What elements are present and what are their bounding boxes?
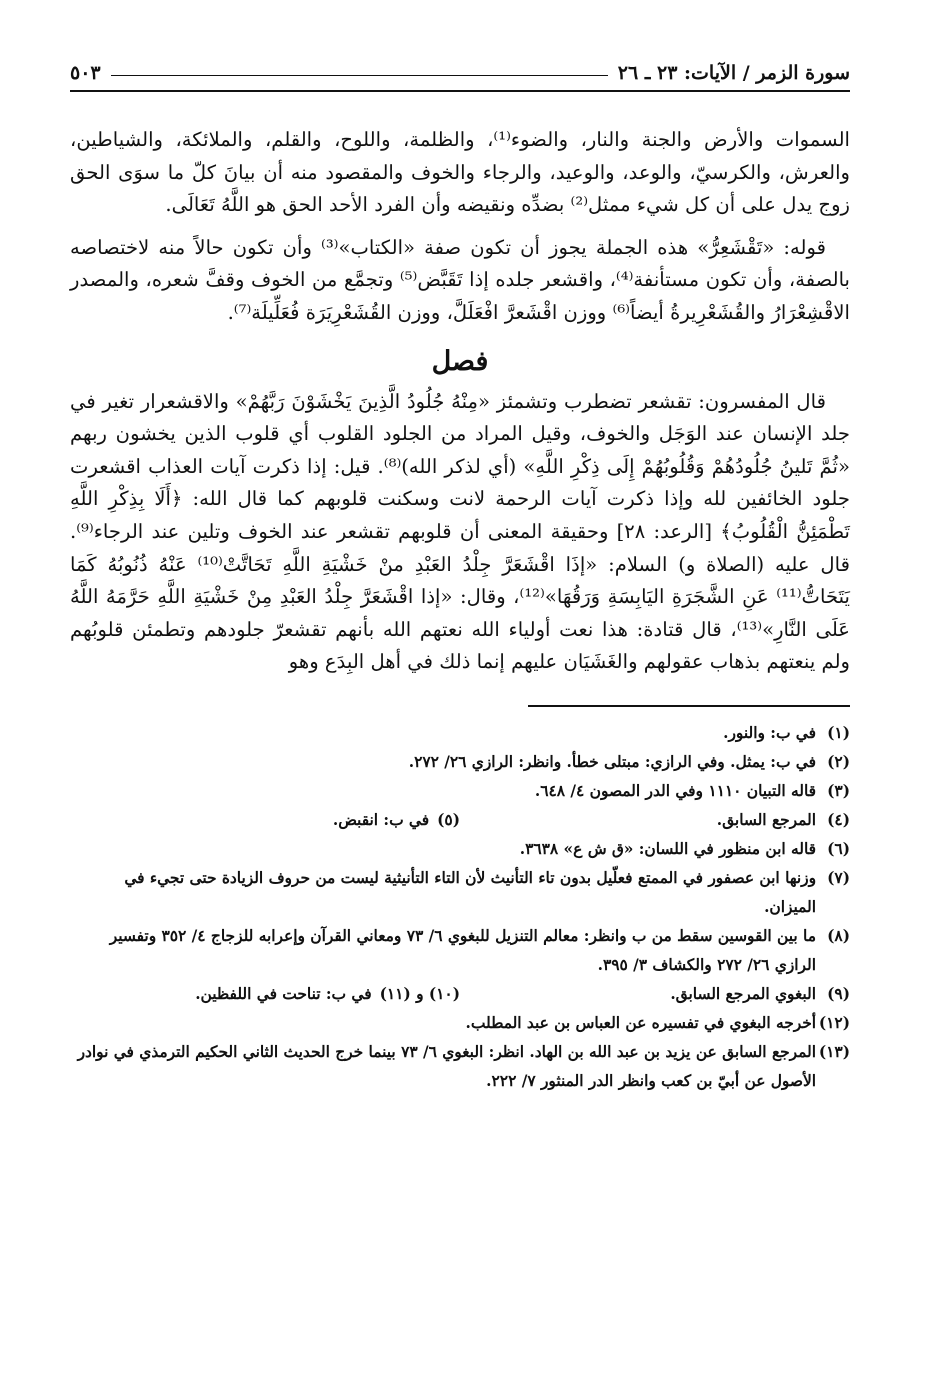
footnote-number: (٣) bbox=[827, 781, 850, 800]
footnote bbox=[70, 980, 460, 1009]
footnote-text: المرجع السابق عن يزيد بن عبد الله بن الهاد. انظر: البغوي ٦/ ٧٣ بينما خرج الحديث الثاني الحكيم الترمذي في نوادر الأصول عن أبيّ بن كعب وانظر الدر المنثور ٧/ ٢٢٢. bbox=[77, 1042, 816, 1090]
footnote bbox=[70, 719, 850, 748]
footnote bbox=[70, 1009, 850, 1038]
footnote-text: أخرجه البغوي في تفسيره عن العباس بن عبد المطلب. bbox=[465, 1013, 816, 1032]
footnote-text: في ب: انقبض. bbox=[332, 810, 430, 829]
footnote-number: (٨) bbox=[827, 926, 850, 945]
footnote-number: (٦) bbox=[827, 839, 850, 858]
footnote bbox=[70, 864, 850, 922]
footnote bbox=[70, 748, 850, 777]
footnotes bbox=[70, 719, 850, 1096]
paragraph-1: السموات والأرض والجنة والنار، والضوء⁽¹⁾، والظلمة، واللوح، والقلم، والملائكة، والشياطين، والعرش، والكرسيّ، والوعد، والوعيد، والرجاء والخوف والمقصود منه أن بيانَ كلّ ما سوَى الحق زوج يدل على أن كل شيء ممثل⁽²⁾ بضدِّه ونقيضه وأن الفرد الأحد الحق هو اللَّهُ تَعَالَى. bbox=[70, 128, 850, 217]
footnote-pair bbox=[70, 980, 850, 1009]
footnote-number: (١٠) و (١١) bbox=[379, 984, 460, 1003]
footnote-number: (٤) bbox=[827, 810, 850, 829]
book-page bbox=[70, 50, 850, 1096]
footnote-text: البغوي المرجع السابق. bbox=[670, 984, 816, 1003]
footnote-text: قاله ابن منظور في اللسان: «ق ش ع» ٣٦٣٨. bbox=[519, 839, 816, 858]
footnote-text: ما بين القوسين سقط من ب وانظر: معالم التنزيل للبغوي ٦/ ٧٣ ومعاني القرآن وإعرابه للزجاج ٤/ ٣٥٢ وتفسير الرازي ٢٦/ ٢٧٢ والكشاف ٣/ ٣٩٥. bbox=[109, 926, 816, 974]
section-title: فصل bbox=[431, 345, 489, 377]
footnote-pair bbox=[70, 806, 850, 835]
footnote-text: قاله التبيان ١١١٠ وفي الدر المصون ٤/ ٦٤٨. bbox=[534, 781, 816, 800]
footnote-number: (١) bbox=[827, 723, 850, 742]
footnote bbox=[70, 835, 850, 864]
footnote-number: (٩) bbox=[827, 984, 850, 1003]
footnote-text: وزنها ابن عصفور في الممتع فعلّيل بدون تاء التأنيث لأن التاء التأنيثية ليست من حروف الزيادة حتى تجيء في الميزان. bbox=[124, 868, 816, 916]
footnote-number: (١٢) bbox=[818, 1013, 850, 1032]
footnote-text: المرجع السابق. bbox=[716, 810, 816, 829]
running-title: سورة الزمر / الآيات: ٢٣ ـ ٢٦ bbox=[617, 62, 850, 84]
footnote-text: في ب: تناحت في اللفظين. bbox=[195, 984, 372, 1003]
footnote-separator bbox=[528, 705, 850, 707]
footnote bbox=[70, 806, 460, 835]
footnote bbox=[460, 806, 850, 835]
footnote bbox=[460, 980, 850, 1009]
footnote-number: (٧) bbox=[827, 868, 850, 887]
footnote bbox=[70, 922, 850, 980]
footnote-number: (١٣) bbox=[818, 1042, 850, 1061]
footnote-number: (٥) bbox=[437, 810, 460, 829]
section-body: قال المفسرون: تقشعر تضطرب وتشمئز «مِنْهُ جُلُودُ الَّذِينَ يَخْشَوْنَ رَبَّهُمْ» والاقشعرار تغير في جلد الإنسان عند الوَجَل والخوف، وقيل المراد من الجلود القلوب أي قلوب الذين يخشون ربهم «ثُمَّ تَلينُ جُلُودُهُمْ وَقُلُوبُهُمْ إِلَى ذِكْرِ اللَّهِ» (أي لذكر الله)⁽⁸⁾. قيل: إذا ذكرت آيات العذاب اقشعرت جلود الخائفين لله وإذا ذكرت آيات الرحمة لانت وسكنت قلوبهم كما قال الله: ﴿أَلَا بِذِكْرِ اللَّهِ تَطْمَئِنُّ الْقُلُوبُ﴾ [الرعد: ٢٨] وحقيقة المعنى أن قلوبهم تقشعر عند الخوف وتلين عند الرجاء⁽⁹⁾. قال عليه (الصلاة و) السلام: «إذَا اقْشَعَرَّ جِلْدُ العَبْدِ منْ خَشْيَةِ اللَّهِ تَحَاتَّتْ⁽¹⁰⁾ عَنْهُ ذُنُوبُهُ كَمَا يَتَحَاتُّ⁽¹¹⁾ عَنِ الشَّجَرَةِ اليَابِسَةِ وَرَقُهَا»⁽¹²⁾، وقال: «إذا اقْشَعَرَّ جِلْدُ العَبْدِ مِنْ خَشْيَةِ اللَّهِ حَرَّمَهُ اللَّهُ عَلَى النَّارِ»⁽¹³⁾، قال قتادة: هذا نعت أولياء الله نعتهم الله بأنهم تقشعرّ جلودهم وتطمئن قلوبُهم ولم ينعتهم بذهاب عقولهم والغَشَيَان عليهم إنما ذلك في أهل البِدَع وهو bbox=[70, 389, 850, 674]
footnote bbox=[70, 777, 850, 806]
page-number: ٥٠٣ bbox=[70, 62, 101, 84]
paragraph-2: قوله: «تَقْشَعِرُّ» هذه الجملة يجوز أن تكون صفة «الكتاب»⁽³⁾ وأن تكون حالاً منه لاختصاصه بالصفة، وأن تكون مستأنفة⁽⁴⁾، واقشعر جلده إذا تَقَبَّض⁽⁵⁾ وتجمَّع من الخوف وقفَّ شعره، والمصدر الاقْشِعْرَارُ والقُشَعْرِيرةُ أيضاً⁽⁶⁾ ووزن اقْشَعرَّ افْعَلَلَّ، ووزن القُشَعْرِيَرَة فُعَلِّيلَة⁽⁷⁾. bbox=[70, 235, 851, 324]
footnote-text: في ب: والنور. bbox=[723, 723, 816, 742]
page-header bbox=[70, 50, 850, 92]
footnote-text: في ب: يمثل. وفي الرازي: مبتلى خطأ. وانظر: الرازي ٢٦/ ٢٧٢. bbox=[408, 752, 816, 771]
footnote bbox=[70, 1038, 850, 1096]
footnote-number: (٢) bbox=[827, 752, 850, 771]
header-rule bbox=[111, 75, 608, 76]
